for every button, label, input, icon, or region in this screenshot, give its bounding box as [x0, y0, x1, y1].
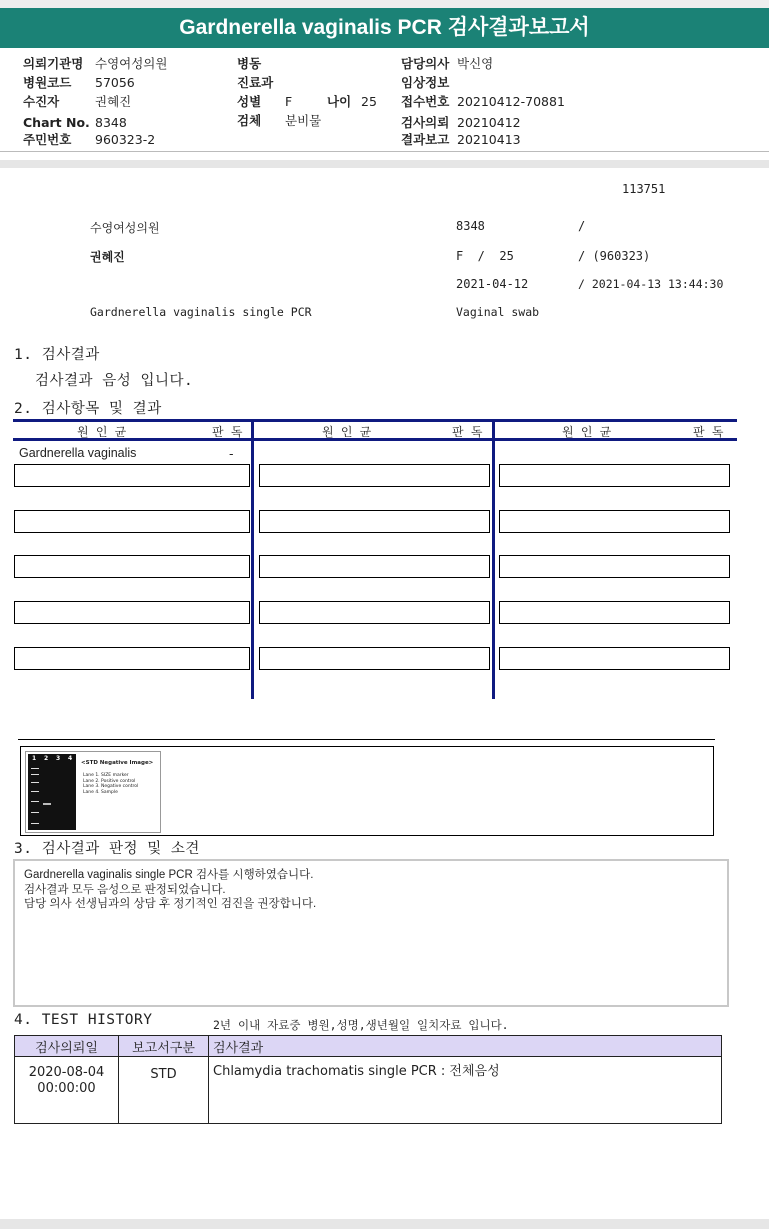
age-label: 나이: [327, 94, 352, 109]
top-strip: [0, 0, 769, 8]
dept-label: 진료과: [237, 75, 274, 90]
history-col-date: 검사의뢰일: [15, 1036, 119, 1057]
section3-heading: 3. 검사결과 판정 및 소견: [14, 841, 200, 857]
gel-band: [31, 791, 39, 792]
section1-heading: 1. 검사결과: [14, 347, 100, 363]
gel-band: [31, 801, 39, 802]
section4-heading: 4. TEST HISTORY: [14, 1012, 153, 1028]
result-cell: [259, 555, 490, 578]
header-divider: [0, 151, 769, 152]
findings-line: Gardnerella vaginalis single PCR 검사를 시행하였습니다.: [24, 869, 314, 881]
gel-legend-item: Lane 3. Negative control: [83, 784, 139, 789]
info-test-name: Gardnerella vaginalis single PCR: [90, 305, 312, 319]
accession-value: 20210412-70881: [457, 94, 565, 109]
reported-label: 결과보고: [401, 132, 450, 147]
code-value: 57056: [95, 75, 135, 90]
info-report-datetime: / 2021-04-13 13:44:30: [578, 277, 724, 291]
age-value: 25: [361, 94, 377, 109]
history-header-row: [15, 1036, 722, 1057]
chart-label: Chart No.: [23, 115, 90, 130]
gel-title: <STD Negative Image>: [81, 760, 154, 766]
gel-legend-item: Lane 1. SIZE marker: [83, 773, 129, 778]
sex-value: F: [285, 94, 293, 109]
result-cell: [259, 601, 490, 624]
gel-band: [31, 823, 39, 824]
history-result: Chlamydia trachomatis single PCR : 전체음성: [209, 1057, 722, 1124]
bottom-strip: [0, 1219, 769, 1229]
gel-band: [31, 782, 39, 783]
history-table: [14, 1035, 722, 1124]
gel-band: [31, 768, 39, 769]
patient-label: 수진자: [23, 94, 60, 109]
result-cell: [14, 464, 250, 487]
rrn-label: 주민번호: [23, 132, 72, 147]
code-label: 병원코드: [23, 75, 72, 90]
hospital-label: 의뢰기관명: [23, 56, 84, 71]
findings-text: [24, 868, 316, 912]
info-chart: 8348: [456, 219, 485, 233]
result-cell: [14, 555, 250, 578]
table-top-rule: [13, 419, 737, 422]
row1-organism: Gardnerella vaginalis: [19, 446, 137, 460]
table-row: [15, 1057, 722, 1124]
info-hospital: 수영여성의원: [90, 221, 160, 235]
info-request-date: 2021-04-12: [456, 277, 529, 291]
hospital-value: 수영여성의원: [95, 56, 168, 71]
gel-lane-number: 2: [44, 755, 49, 762]
col-judgement-2: 판 독: [452, 425, 483, 439]
col-judgement-1: 판 독: [212, 425, 243, 439]
gel-lane-number: 1: [32, 755, 37, 762]
info-rrn: / (960323): [578, 249, 651, 263]
reported-value: 20210413: [457, 132, 521, 147]
table-col-divider: [251, 419, 254, 699]
history-col-result: 검사결과: [209, 1036, 722, 1057]
gel-band: [43, 803, 51, 805]
request-label: 검사의뢰: [401, 115, 450, 130]
info-specimen: Vaginal swab: [456, 305, 540, 319]
gel-band: [31, 812, 39, 813]
section1-result: 검사결과 음성 입니다.: [35, 373, 194, 389]
findings-box: [13, 859, 729, 1007]
gel-legend-item: Lane 2. Positive control: [83, 778, 136, 784]
request-value: 20210412: [457, 115, 521, 130]
gel-lane-number: 3: [56, 755, 61, 762]
col-organism-3: 원 인 균: [562, 425, 612, 439]
gel-legend: [83, 773, 138, 795]
history-note: 2년 이내 자료중 병원,성명,생년월일 일치자료 입니다.: [213, 1018, 509, 1032]
result-cell: [259, 464, 490, 487]
ward-label: 병동: [237, 56, 262, 71]
gel-legend-item: Lane 4. Sample: [83, 789, 118, 795]
accession-label: 접수번호: [401, 94, 450, 109]
result-cell: [499, 510, 730, 533]
result-cell: [14, 647, 250, 670]
gray-gap: [0, 160, 769, 168]
chart-value: 8348: [95, 115, 127, 130]
info-slash: /: [578, 219, 586, 233]
info-name: 권혜진: [90, 250, 125, 264]
row1-result: -: [229, 446, 234, 461]
history-type: STD: [119, 1057, 209, 1124]
rrn-value: 960323-2: [95, 132, 156, 147]
gel-band: [31, 774, 39, 775]
col-judgement-3: 판 독: [693, 425, 724, 439]
gel-lanes-panel: [28, 754, 76, 830]
specimen-label: 검체: [237, 113, 262, 128]
clinical-label: 임상정보: [401, 75, 450, 90]
result-cell: [14, 601, 250, 624]
table-col-divider: [492, 419, 495, 699]
info-sex-age: F / 25: [456, 249, 514, 263]
col-organism-2: 원 인 균: [322, 425, 372, 439]
result-cell: [14, 510, 250, 533]
gel-image: [25, 751, 161, 833]
result-cell: [499, 464, 730, 487]
patient-value: 권혜진: [95, 94, 132, 109]
result-cell: [259, 510, 490, 533]
result-cell: [499, 647, 730, 670]
result-cell: [499, 555, 730, 578]
sex-label: 성별: [237, 94, 262, 109]
section2-heading: 2. 검사항목 및 결과: [14, 401, 162, 417]
result-cell: [499, 601, 730, 624]
report-number: 113751: [622, 182, 666, 196]
gel-lane-number: 4: [68, 755, 73, 762]
report-title: Gardnerella vaginalis PCR 검사결과보고서: [0, 8, 769, 48]
history-date: 2020-08-04 00:00:00: [15, 1057, 119, 1124]
history-col-type: 보고서구분: [119, 1036, 209, 1057]
doctor-value: 박신영: [457, 56, 494, 71]
col-organism-1: 원 인 균: [77, 425, 127, 439]
findings-line: 검사결과 모두 음성으로 판정되었습니다.: [24, 883, 226, 896]
doctor-label: 담당의사: [401, 56, 450, 71]
findings-line: 담당 의사 선생님과의 상담 후 정기적인 검진을 권장합니다.: [24, 898, 317, 910]
result-cell: [259, 647, 490, 670]
gel-top-rule: [18, 739, 715, 740]
specimen-value: 분비물: [285, 113, 322, 128]
